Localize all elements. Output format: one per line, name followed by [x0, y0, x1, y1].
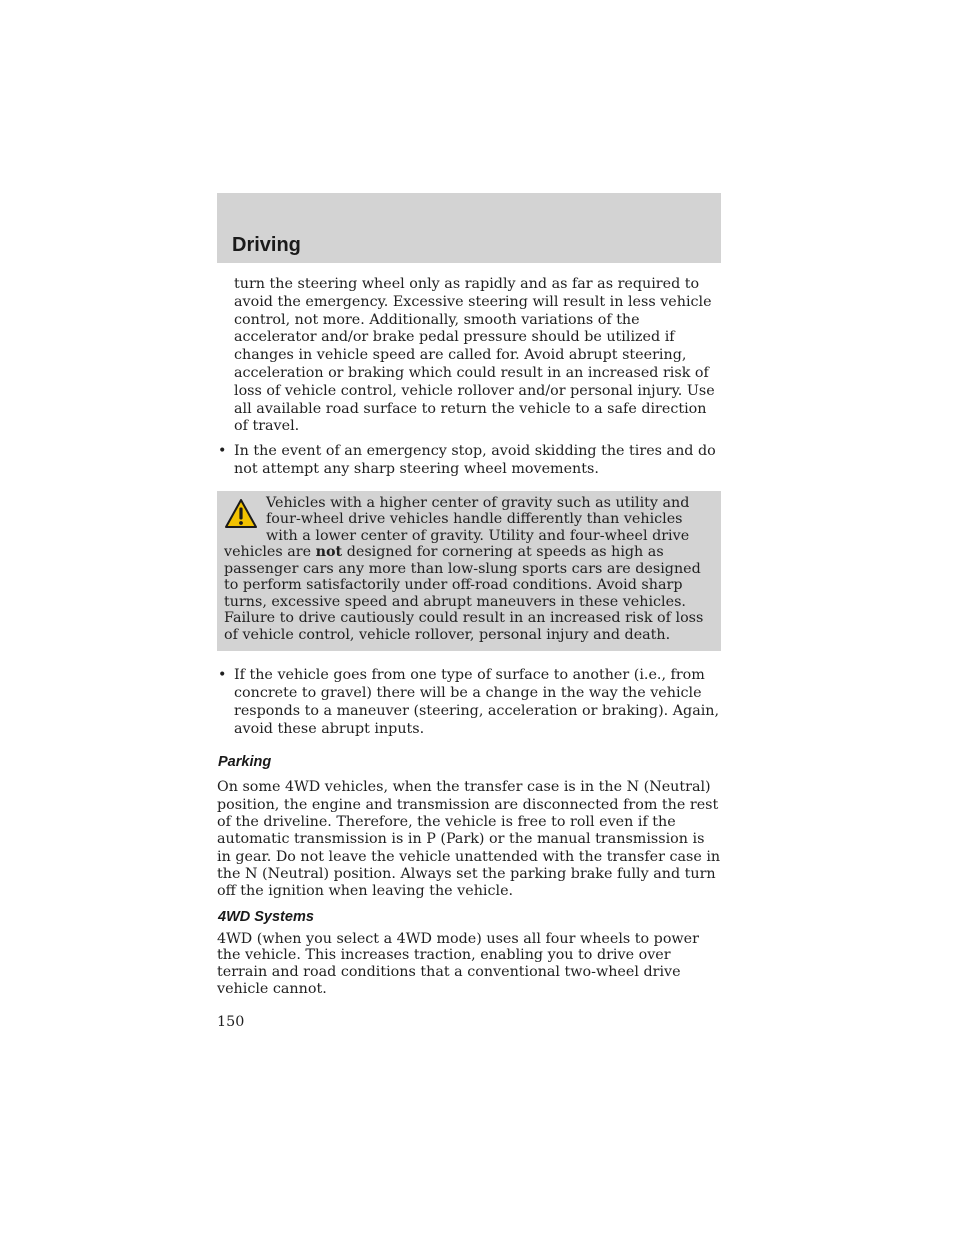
bullet-mark: •: [218, 443, 227, 460]
page-number: 150: [217, 1013, 245, 1030]
bullet-mark: •: [218, 667, 227, 684]
warning-triangle-icon: [224, 498, 258, 530]
bullet-item-surface-change: [217, 667, 721, 738]
fourwd-systems-paragraph: 4WD (when you select a 4WD mode) uses all four wheels to power the vehicle. This increases traction, enabling you to drive over terrain and road conditions that a conventional two-wheel drive vehicle cannot.: [217, 930, 699, 997]
bullet-item-emergency-stop: [217, 443, 721, 479]
bullet-text: If the vehicle goes from one type of surface to another (i.e., from concrete to gravel) there will be a change in the way the vehicle responds to a maneuver (steering, acceleration or braking). Again, avoid these abrupt inputs.: [234, 667, 720, 737]
warning-emphasis: not: [315, 544, 343, 561]
manual-page: [217, 193, 721, 1030]
warning-text-before: Vehicles with a higher center of gravity such as utility and four-wheel drive vehicles handle differently than vehicles with a lower center of gravity. Utility and four-wheel drive vehicles are: [224, 494, 690, 561]
warning-text-after: designed for cornering at speeds as high as passenger cars any more than low-slung sports cars are designed to perform satisfactorily under off-road conditions. Avoid sharp turns, excessive speed and abrupt maneuvers in these vehicles. Failure to drive cautiously could result in an increased risk of loss of vehicle control, vehicle rollover, personal injury and death.: [224, 544, 704, 643]
fourwd-systems-heading: 4WD Systems: [218, 908, 314, 925]
parking-heading: Parking: [218, 754, 272, 771]
continuation-paragraph: turn the steering wheel only as rapidly and as far as required to avoid the emergency. Excessive steering will result in less vehicle control, not more. Additionally, smooth variations of the accelerator and/or brake pedal pressure should be utilized if changes in vehicle speed are called for. Avoid abrupt steering, acceleration or braking which could result in an increased risk of loss of vehicle control, vehicle rollover and/or personal injury. Use all available road surface to return the vehicle to a safe direction of travel.: [234, 276, 715, 435]
bullet-text: In the event of an emergency stop, avoid skidding the tires and do not attempt any sharp steering wheel movements.: [234, 443, 716, 477]
section-title: Driving: [232, 234, 301, 256]
section-header-band: [217, 193, 721, 263]
warning-box: [217, 491, 721, 652]
parking-paragraph: On some 4WD vehicles, when the transfer case is in the N (Neutral) position, the engine and transmission are disconnected from the rest of the driveline. Therefore, the vehicle is free to roll even if the automatic transmission is in P (Park) or the manual transmission is in gear. Do not leave the vehicle unattended with the transfer case in the N (Neutral) position. Always set the parking brake fully and turn off the ignition when leaving the vehicle.: [217, 779, 721, 900]
